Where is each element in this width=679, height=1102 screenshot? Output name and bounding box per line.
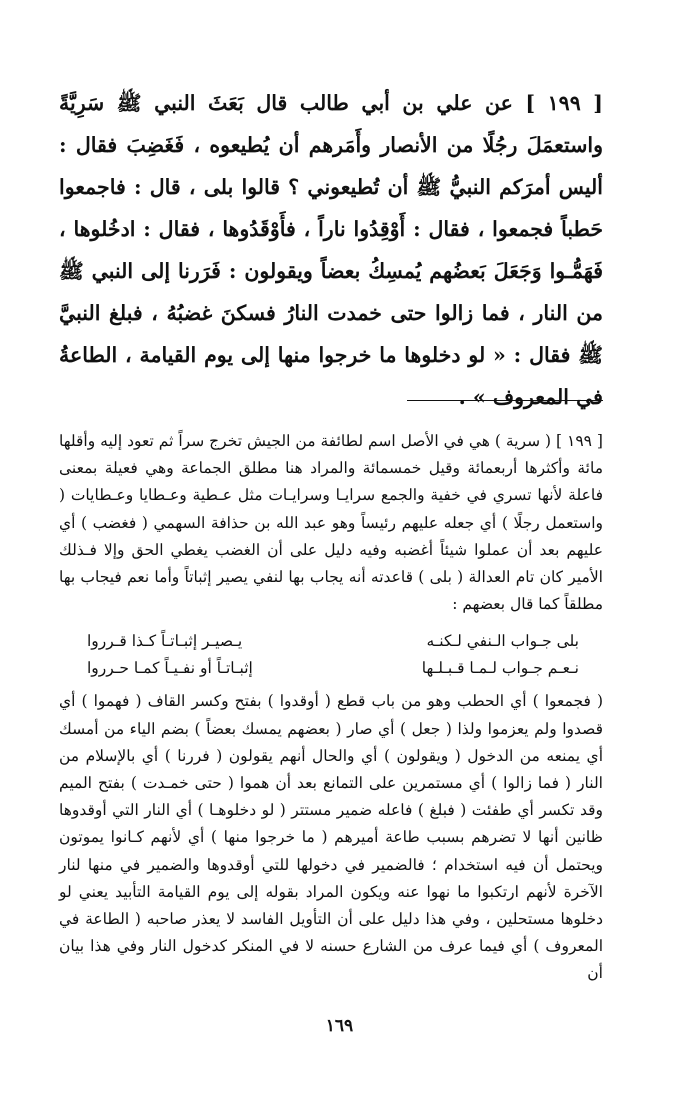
- hadith-text-block: [59, 82, 603, 418]
- verse-2-first-hemistich: نـعـم جـواب لـمـا قـبـلـها: [421, 659, 579, 678]
- poetry-verses: [59, 628, 603, 682]
- commentary-block: [59, 428, 603, 988]
- verse-1-second-hemistich: يـصيـر إثبـاتـاً كـذا قـرروا: [87, 632, 243, 651]
- verse-2-second-hemistich: إثبـاتـاً أو نفـيـاً كمـا حـرروا: [87, 659, 253, 678]
- page-number: ١٦٩: [325, 1016, 354, 1036]
- verse-line-1: [59, 628, 603, 655]
- footnote-separator: [407, 400, 603, 401]
- commentary-paragraph-1: [ ١٩٩ ] ( سرية ) هي في الأصل اسم لطائفة من الجيش تخرج سراً ثم تعود إليه وأقلها مائة وأكثرها أربعمائة وقيل خمسمائة والمراد هنا مطلق الجماعة وهي فعيلة بمعنى فاعلة لأنها تسري في خفية والجمع سرايـا وسرايـات مثل عـطية وعـطايا وعـطايات ( واستعمل رجلًا ) أي جعله عليهم رئيساً وهو عبد الله بن حذافة السهمي ( فغضب ) أي عليهم بعد أن عملوا شيئاً أغضبه وفيه دليل على أن الغضب يغطي الحق وإلا فـذلك الأمير كان تام العدالة ( بلى ) قاعدته أنه يجاب بها لنفي يصير إثباتاً وأما نعم فيجاب بها مطلقاً كما قال بعضهم :: [59, 432, 603, 614]
- verse-1-first-hemistich: بلى جـواب الـنفي لـكنـه: [426, 632, 579, 651]
- commentary-paragraph-2: ( فجمعوا ) أي الحطب وهو من باب قطع ( أوقدوا ) بفتح وكسر القاف ( فهموا ) أي قصدوا ولم يعزموا ولذا ( جعل ) أي صار ( بعضهم يمسك بعضاً ) بضم الياء من أمسك أي يمنعه من الدخول ( ويقولون ) أي والحال أنهم يقولون ( فررنا ) أي بالإسلام من النار ( فما زالوا ) أي مستمرين على التمانع بعد أن هموا ( حتى خمـدت ) بفتح الميم وقد تكسر أي طفئت ( فبلغ ) فاعله ضمير مستتر ( لو دخلوهـا ) أي النار التي أوقدوها ظانين أنها لا تضرهم بسبب طاعة أميرهم ( ما خرجوا منها ) أي لأنهم كـانوا يموتون ويحتمل أن فيه استخدام ؛ فالضمير في دخولها للتي أوقدوها والضمير في منها لنار الآخرة لأنهم ارتكبوا ما نهوا عنه ويكون المراد بقوله إلى يوم القيامة التأبيد يعني لو دخلوها مستحلين ، وفي هذا دليل على أن التأويل الفاسد لا يعذر صاحبه ( الطاعة في المعروف ) أي فيما عرف من الشارع حسنه لا في المنكر كدخول النار وفي هذا بيان أن: [59, 692, 603, 983]
- verse-line-2: [59, 655, 603, 682]
- hadith-text: [ ١٩٩ ] عن علي بن أبي طالب قال بَعَثَ النبي ﷺ سَرِيَّةً واستعمَلَ رجُلًا من الأنصار وأَمَرهم أن يُطيعوه ، فَغَضِبَ فقال : أليس أمرَكم النبيُّ ﷺ أن تُطيعوني ؟ قالوا بلى ، قال : فاجمعوا حَطباً فجمعوا ، فقال : أَوْقِدُوا ناراً ، فأَوْقَدُوها ، فقال : ادخُلوها ، فَهَمُّـوا وَجَعَلَ بَعضُهم يُمسِكُ بعضاً ويقولون : فَرَرنا إلى النبي ﷺ من النار ، فما زالوا حتى خمدت النارُ فسكنَ غضبُهُ ، فبلغ النبيَّ ﷺ فقال : « لو دخلوها ما خرجوا منها إلى يوم القيامة ، الطاعةُ في المعروف » .: [59, 91, 603, 409]
